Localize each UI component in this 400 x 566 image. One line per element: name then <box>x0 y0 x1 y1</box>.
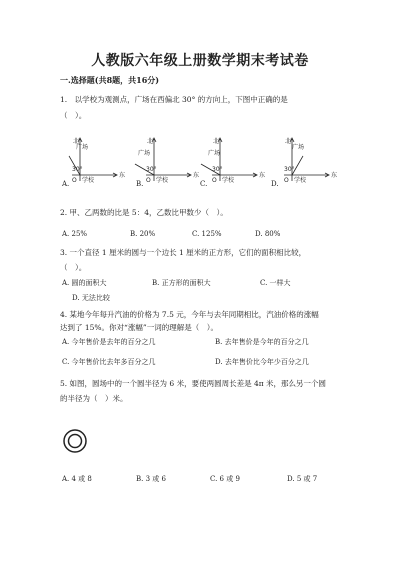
angle-label-b: 30° <box>146 166 157 173</box>
option-3b[interactable]: B. 正方形的面积大 <box>152 279 211 287</box>
option-1c[interactable]: C. <box>200 180 208 188</box>
outer-circle <box>64 430 86 452</box>
option-1d[interactable]: D. <box>271 180 279 188</box>
option-2c[interactable]: C. 125% <box>192 230 222 238</box>
angle-label-c: 30° <box>212 166 223 173</box>
option-3c[interactable]: C. 一样大 <box>260 279 291 287</box>
question-4-line2: 达到了 15%。你对“涨幅”一词的理解是（ ）。 <box>60 323 218 332</box>
square-label-d: 广场 <box>292 144 305 151</box>
page-title: 人教版六年级上册数学期末考试卷 <box>91 53 309 69</box>
question-5-line1: 5. 如图，圆场中的一个圆半径为 6 米，要使两圆周长差是 4π 米，那么另一个圆 <box>60 379 327 388</box>
inner-circle <box>69 435 82 448</box>
north-label-a: 北 <box>73 138 80 145</box>
option-3a[interactable]: A. 圆的面积大 <box>62 279 107 287</box>
concentric-circles-figure <box>58 424 92 458</box>
question-5-line2: 的半径为（ ）米。 <box>60 394 128 403</box>
option-2b[interactable]: B. 20% <box>130 230 156 238</box>
option-4d[interactable]: D. 去年售价比今年少百分之几 <box>215 358 309 366</box>
origin-label-b: O <box>146 177 151 184</box>
question-4-line1: 4. 某地今年每升汽油的价格为 7.5 元，今年与去年同期相比，汽油价格的涨幅 <box>60 310 319 319</box>
question-1-line1: 1. 以学校为观测点，广场在西偏北 30° 的方向上，下图中正确的是 <box>60 95 288 104</box>
school-label-d: 学校 <box>294 177 307 184</box>
question-3-line1: 3. 一个直径 1 厘米的圆与一个边长 1 厘米的正方形，它们的面积相比较， <box>60 248 307 257</box>
option-5c[interactable]: C. 6 或 9 <box>210 475 240 483</box>
option-1a[interactable]: A. <box>62 180 70 188</box>
question-2: 2. 甲、乙两数的比是 5：4，乙数比甲数少（ ）。 <box>60 208 228 217</box>
east-label-d: 东 <box>331 172 338 179</box>
north-label-d: 北 <box>285 138 292 145</box>
angle-label-d: 30° <box>284 166 295 173</box>
option-5a[interactable]: A. 4 或 8 <box>62 475 92 483</box>
east-label-b: 东 <box>193 172 200 179</box>
option-5d[interactable]: D. 5 或 7 <box>287 475 318 483</box>
origin-label-a: O <box>72 177 77 184</box>
north-label-c: 北 <box>213 138 220 145</box>
origin-label-d: O <box>284 177 289 184</box>
option-4b[interactable]: B. 去年售价是今年的百分之几 <box>215 338 309 346</box>
square-label-a: 广场 <box>76 144 89 151</box>
origin-label-c: O <box>212 177 217 184</box>
option-4c[interactable]: C. 今年售价比去年多百分之几 <box>62 358 156 366</box>
option-2a[interactable]: A. 25% <box>62 230 88 238</box>
school-label-a: 学校 <box>82 177 95 184</box>
square-label-b: 广场 <box>138 150 151 157</box>
school-label-c: 学校 <box>222 177 235 184</box>
option-1b[interactable]: B. <box>136 180 144 188</box>
option-4a[interactable]: A. 今年售价是去年的百分之几 <box>62 338 156 346</box>
option-3d[interactable]: D. 无法比较 <box>72 294 110 302</box>
question-1-line2: （ ）。 <box>60 111 87 120</box>
north-label-b: 北 <box>147 138 154 145</box>
square-label-c: 广场 <box>208 150 221 157</box>
east-label-a: 东 <box>119 172 126 179</box>
question-3-line2: （ ）。 <box>60 263 87 272</box>
section-heading: 一.选择题(共8题，共16分) <box>60 75 160 85</box>
school-label-b: 学校 <box>156 177 169 184</box>
east-label-c: 东 <box>259 172 266 179</box>
angle-label-a: 30° <box>72 166 83 173</box>
option-5b[interactable]: B. 3 或 6 <box>136 475 166 483</box>
option-2d[interactable]: D. 80% <box>255 230 281 238</box>
